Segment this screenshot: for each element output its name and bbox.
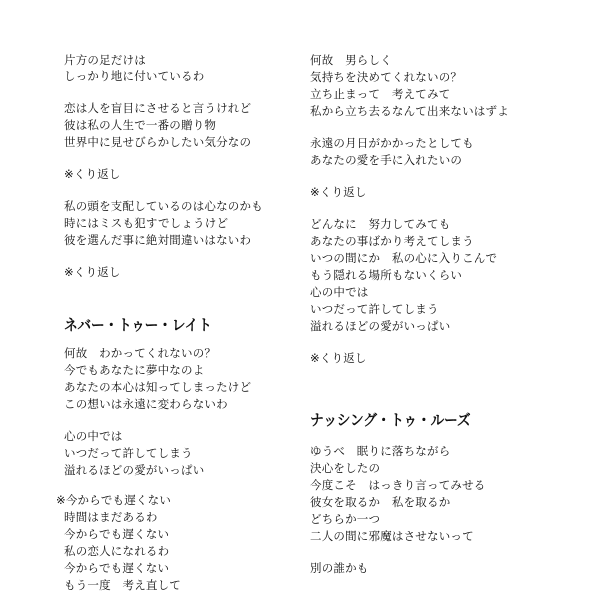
lyric-line: 私の頭を支配しているのは心なのかも [64, 199, 263, 213]
refrain-marker: ※くり返し [64, 265, 121, 279]
lyric-line: 世界中に見せびらかしたい気分なの [64, 135, 252, 149]
lyric-line: 私から立ち去るなんて出来ないはずよ [310, 104, 509, 118]
lyric-line: いつの間にか 私の心に入りこんで [310, 251, 498, 265]
lyric-line: 時にはミスも犯すでしょうけど [64, 216, 229, 230]
lyric-line: 別の誰かも [310, 561, 369, 575]
lyric-line: 立ち止まって 考えてみて [310, 87, 451, 101]
song-title: ネバー・トゥー・レイト [64, 316, 212, 334]
lyric-line: 心の中では [64, 429, 123, 443]
lyric-line: 何故 わかってくれないの？ [64, 346, 217, 360]
lyric-line: 何故 男らしく [310, 53, 392, 67]
lyric-line: 今度こそ はっきり言ってみせる [310, 478, 486, 492]
lyric-line: 彼女を取るか 私を取るか [310, 495, 451, 509]
lyric-line: あなたの本心は知ってしまったけど [64, 380, 252, 394]
chorus-line: 今からでも遅くない [64, 561, 170, 575]
lyric-line: 二人の間に邪魔はさせないって [310, 529, 474, 543]
lyric-line: しっかり地に付いているわ [64, 69, 205, 83]
lyric-line: 彼を選んだ事に絶対間違いはないわ [64, 233, 252, 247]
lyric-line: 気持ちを決めてくれないの？ [310, 70, 463, 84]
lyric-line: あなたの事ばかり考えてしまう [310, 234, 474, 248]
lyric-line: あなたの愛を手に入れたいの [310, 153, 463, 167]
lyric-line: 溢れるほどの愛がいっぱい [310, 319, 451, 333]
lyric-line: 恋は人を盲目にさせると言うけれど [64, 101, 252, 115]
lyric-line: 彼は私の人生で一番の贈り物 [64, 118, 217, 132]
lyric-line: もう隠れる場所もないくらい [310, 268, 463, 282]
lyric-line: 心の中では [310, 285, 369, 299]
lyric-line: どちらか一つ [310, 512, 381, 526]
lyric-line: 永遠の月日がかかったとしても [310, 136, 474, 150]
lyric-line: 今でもあなたに夢中なのよ [64, 363, 205, 377]
chorus-line: 私の恋人になれるわ [64, 544, 170, 558]
lyric-line: どんなに 努力してみても [310, 217, 451, 231]
refrain-marker: ※くり返し [64, 167, 121, 181]
lyric-line: 決心をしたの [310, 461, 381, 475]
refrain-marker: ※くり返し [310, 185, 367, 199]
lyric-line: 片方の足だけは [64, 53, 146, 67]
song-title: ナッシング・トゥ・ルーズ [310, 411, 471, 429]
lyric-line: 溢れるほどの愛がいっぱい [64, 463, 205, 477]
chorus-line: ※今からでも遅くない [56, 493, 172, 507]
refrain-marker: ※くり返し [310, 351, 367, 365]
chorus-line: もう一度 考え直して [64, 578, 181, 592]
lyric-line: ゆうべ 眠りに落ちながら [310, 444, 451, 458]
lyric-line: いつだって許してしまう [310, 302, 439, 316]
chorus-line: 今からでも遅くない [64, 527, 170, 541]
lyric-line: いつだって許してしまう [64, 446, 193, 460]
chorus-line: 時間はまだあるわ [64, 510, 158, 524]
lyric-line: この想いは永遠に変わらないわ [64, 397, 228, 411]
